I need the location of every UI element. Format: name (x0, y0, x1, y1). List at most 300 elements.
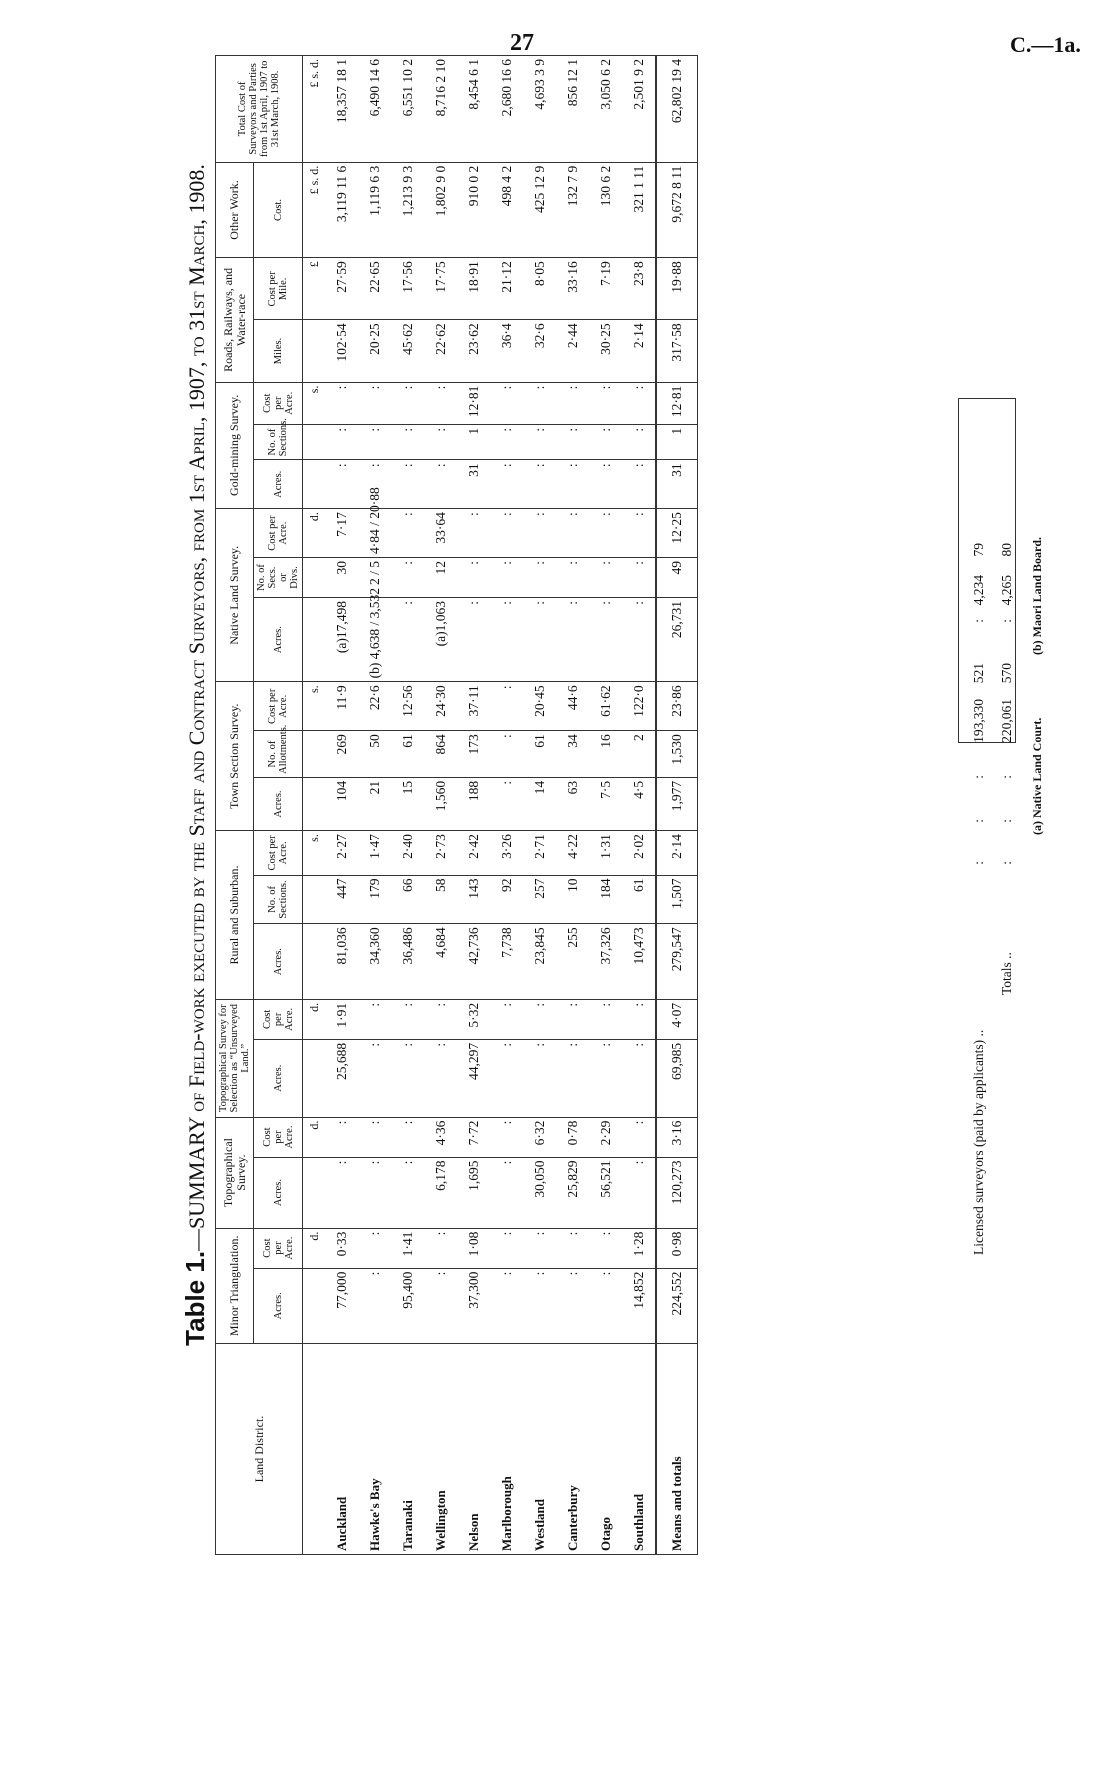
licensed-native-acres: 193,330 (971, 699, 986, 743)
cell-rural-secs: 1,507 (656, 875, 698, 924)
cell-topo-cost: 7·72 (457, 1117, 490, 1157)
cell-minor-acres: : (490, 1268, 523, 1343)
table-row (391, 56, 424, 1555)
table-row (523, 56, 556, 1555)
cell-other-cost: 1,213 9 3 (391, 162, 424, 257)
cell-rural-cost: 2·42 (457, 831, 490, 875)
cell-topo-acres: : (325, 1157, 358, 1228)
licensed-town-allot: : (971, 819, 986, 823)
grand-gold-acres: 4,265 (999, 575, 1014, 606)
cell-gold-cost: : (490, 382, 523, 424)
cell-roads-cost: 18·91 (457, 258, 490, 320)
cell-roads-cost: 23·8 (622, 258, 656, 320)
cell-other-cost: 498 4 2 (490, 162, 523, 257)
subheader-no-sections: No. of Sections. (254, 875, 303, 924)
cell-gold-cost: : (556, 382, 589, 424)
cell-native-cost: : (391, 509, 424, 558)
unit-native-cost: d. (303, 509, 326, 558)
subheader-no-sections: No. of Sections. (254, 424, 303, 460)
subheader-acres: Acres. (254, 1268, 303, 1343)
cell-total: 6,551 10 2 (391, 56, 424, 163)
subheader-acres: Acres. (254, 1039, 303, 1117)
cell-native-acres: (b) 4,638 / 3,532 (358, 598, 391, 682)
cell-topo-acres: 30,050 (523, 1157, 556, 1228)
cell-rural-cost: 2·73 (424, 831, 457, 875)
cell-rural-cost: 2·71 (523, 831, 556, 875)
header-district: Land District. (216, 1344, 303, 1555)
cell-roads-miles: 22·62 (424, 320, 457, 382)
grand-native-acres: 220,061 (999, 699, 1014, 743)
cell-rural-secs: 447 (325, 875, 358, 924)
header-minor: Minor Triangulation. (216, 1228, 254, 1343)
cell-sel-cost: : (358, 999, 391, 1039)
unit-other-cost: £ s. d. (303, 162, 326, 257)
cell-roads-miles: 36·4 (490, 320, 523, 382)
table-row (556, 56, 589, 1555)
subheader-no-allotments: No. of Allotments. (254, 731, 303, 778)
cell-town-allot: 16 (589, 731, 622, 778)
cell-other-cost: 321 1 11 (622, 162, 656, 257)
cell-total: 2,501 9 2 (622, 56, 656, 163)
cell-town-allot: : (490, 731, 523, 778)
cell-minor-cost: : (358, 1228, 391, 1268)
cell-district: Auckland (325, 1344, 358, 1555)
cell-total: 18,357 18 1 (325, 56, 358, 163)
cell-rural-acres: 255 (556, 924, 589, 999)
cell-native-cost: : (556, 509, 589, 558)
cell-rural-cost: 2·40 (391, 831, 424, 875)
cell-town-acres: : (490, 777, 523, 830)
cell-roads-cost: 17·75 (424, 258, 457, 320)
cell-rural-secs: 61 (622, 875, 656, 924)
cell-town-acres: 63 (556, 777, 589, 830)
totals-row (656, 56, 698, 1555)
cell-rural-acres: 23,845 (523, 924, 556, 999)
cell-sel-acres: 69,985 (656, 1039, 698, 1117)
licensed-gold-secs: 79 (971, 543, 986, 557)
cell-native-acres: : (490, 598, 523, 682)
cell-native-secs: : (391, 558, 424, 598)
footnote-a: (a) Native Land Court. (1030, 717, 1044, 835)
cell-rural-secs: 143 (457, 875, 490, 924)
subheader-cost-per-mile: Cost per Mile. (254, 258, 303, 320)
cell-town-acres: 1,560 (424, 777, 457, 830)
summary-table (215, 55, 698, 1555)
cell-town-allot: 1,530 (656, 731, 698, 778)
cell-rural-cost: 2·02 (622, 831, 656, 875)
cell-roads-cost: 33·16 (556, 258, 589, 320)
cell-sel-cost: : (424, 999, 457, 1039)
cell-minor-acres: 224,552 (656, 1268, 698, 1343)
header-gold: Gold-mining Survey. (216, 382, 254, 509)
cell-roads-miles: 45·62 (391, 320, 424, 382)
cell-rural-acres: 42,736 (457, 924, 490, 999)
cell-total: 4,693 3 9 (523, 56, 556, 163)
cell-roads-cost: 22·65 (358, 258, 391, 320)
header-other: Other Work. (216, 162, 254, 257)
cell-native-acres: 26,731 (656, 598, 698, 682)
cell-town-allot: 173 (457, 731, 490, 778)
cell-native-acres: : (589, 598, 622, 682)
cell-sel-acres: : (622, 1039, 656, 1117)
cell-gold-secs: : (325, 424, 358, 460)
cell-district: Marlborough (490, 1344, 523, 1555)
cell-town-cost: 61·62 (589, 682, 622, 731)
cell-roads-cost: 19·88 (656, 258, 698, 320)
cell-topo-cost: : (391, 1117, 424, 1157)
cell-minor-acres: 77,000 (325, 1268, 358, 1343)
cell-native-acres: : (457, 598, 490, 682)
cell-rural-cost: 1·47 (358, 831, 391, 875)
cell-native-secs: 2 / 5 (358, 558, 391, 598)
header-native: Native Land Survey. (216, 509, 254, 682)
cell-rural-secs: 184 (589, 875, 622, 924)
cell-town-acres: 104 (325, 777, 358, 830)
cell-native-cost: : (523, 509, 556, 558)
unit-topo-cost: d. (303, 1117, 326, 1157)
cell-rural-acres: 10,473 (622, 924, 656, 999)
cell-minor-acres: : (358, 1268, 391, 1343)
cell-district: Hawke's Bay (358, 1344, 391, 1555)
table-row (589, 56, 622, 1555)
cell-native-secs: 12 (424, 558, 457, 598)
cell-rural-cost: 2·27 (325, 831, 358, 875)
cell-gold-secs: : (358, 424, 391, 460)
cell-rural-acres: 4,684 (424, 924, 457, 999)
cell-topo-acres: 56,521 (589, 1157, 622, 1228)
cell-gold-acres: : (490, 460, 523, 509)
cell-district: Wellington (424, 1344, 457, 1555)
cell-rural-acres: 36,486 (391, 924, 424, 999)
cell-town-cost: 22·6 (358, 682, 391, 731)
cell-gold-cost: : (391, 382, 424, 424)
cell-town-cost: 23·86 (656, 682, 698, 731)
cell-other-cost: 1,119 6 3 (358, 162, 391, 257)
cell-rural-acres: 34,360 (358, 924, 391, 999)
grand-town-cost: : (999, 775, 1014, 779)
cell-gold-acres: : (424, 460, 457, 509)
cell-roads-miles: 2·14 (622, 320, 656, 382)
cell-minor-cost: : (556, 1228, 589, 1268)
cell-town-allot: 61 (523, 731, 556, 778)
cell-rural-secs: 179 (358, 875, 391, 924)
cell-minor-acres: 95,400 (391, 1268, 424, 1343)
cell-topo-acres: : (622, 1157, 656, 1228)
cell-town-allot: 50 (358, 731, 391, 778)
cell-sel-cost: : (490, 999, 523, 1039)
cell-gold-secs: : (391, 424, 424, 460)
header-topo: Topographical Survey. (216, 1117, 254, 1228)
subheader-cost: Cost. (254, 162, 303, 257)
cell-rural-cost: 3·26 (490, 831, 523, 875)
cell-roads-miles: 20·25 (358, 320, 391, 382)
grand-gold-secs: 80 (999, 543, 1014, 557)
subheader-cost-per-allotment: Cost per Acre. (254, 682, 303, 731)
subheader-acres: Acres. (254, 924, 303, 999)
cell-rural-secs: 10 (556, 875, 589, 924)
cell-sel-acres: : (556, 1039, 589, 1117)
cell-gold-acres: : (391, 460, 424, 509)
cell-sel-cost: : (523, 999, 556, 1039)
subheader-miles: Miles. (254, 320, 303, 382)
cell-rural-cost: 2·14 (656, 831, 698, 875)
cell-minor-cost: 1·41 (391, 1228, 424, 1268)
cell-town-allot: 34 (556, 731, 589, 778)
cell-town-cost: 24·30 (424, 682, 457, 731)
cell-roads-miles: 317·58 (656, 320, 698, 382)
cell-town-cost: 122·0 (622, 682, 656, 731)
cell-minor-cost: : (490, 1228, 523, 1268)
subheader-cost-per-acre: Cost per Acre. (254, 1228, 303, 1268)
cell-topo-cost: : (490, 1117, 523, 1157)
cell-minor-cost: 0·33 (325, 1228, 358, 1268)
cell-minor-acres: : (556, 1268, 589, 1343)
footnote-b: (b) Maori Land Board. (1030, 536, 1044, 655)
cell-town-acres: 188 (457, 777, 490, 830)
cell-rural-cost: 4·22 (556, 831, 589, 875)
cell-town-acres: 4·5 (622, 777, 656, 830)
cell-native-secs: : (622, 558, 656, 598)
cell-native-secs: : (523, 558, 556, 598)
cell-town-allot: 864 (424, 731, 457, 778)
cell-gold-cost: : (589, 382, 622, 424)
cell-total: 8,716 2 10 (424, 56, 457, 163)
cell-roads-cost: 27·59 (325, 258, 358, 320)
licensed-label: Licensed surveyors (paid by applicants) .. (971, 1029, 986, 1255)
cell-topo-cost: 2·29 (589, 1117, 622, 1157)
cell-other-cost: 132 7 9 (556, 162, 589, 257)
cell-native-acres: : (622, 598, 656, 682)
cell-rural-secs: 257 (523, 875, 556, 924)
cell-town-acres: 15 (391, 777, 424, 830)
cell-roads-cost: 21·12 (490, 258, 523, 320)
header-town: Town Section Survey. (216, 682, 254, 831)
cell-native-secs: : (490, 558, 523, 598)
grand-town-acres: : (999, 861, 1014, 865)
cell-minor-cost: : (523, 1228, 556, 1268)
cell-minor-cost: 1·08 (457, 1228, 490, 1268)
cell-sel-acres: : (424, 1039, 457, 1117)
cell-sel-cost: : (391, 999, 424, 1039)
cell-total: 6,490 14 6 (358, 56, 391, 163)
cell-native-cost: : (457, 509, 490, 558)
cell-native-acres: : (523, 598, 556, 682)
cell-native-secs: : (457, 558, 490, 598)
cell-total: 3,050 6 2 (589, 56, 622, 163)
cell-rural-secs: 66 (391, 875, 424, 924)
subheader-cost-per-acre: Cost per Acre. (254, 999, 303, 1039)
cell-town-acres: 7·5 (589, 777, 622, 830)
cell-minor-cost: : (589, 1228, 622, 1268)
cell-gold-cost: : (358, 382, 391, 424)
cell-sel-acres: 44,297 (457, 1039, 490, 1117)
cell-topo-acres: : (490, 1157, 523, 1228)
cell-minor-cost: 1·28 (622, 1228, 656, 1268)
cell-district: Canterbury (556, 1344, 589, 1555)
table-caption: —SUMMARY of Field-work executed by the Staff and Contract Surveyors, from 1st April, 1907, to 31st March, 1908. (184, 164, 209, 1251)
cell-native-cost: : (622, 509, 656, 558)
cell-native-secs: : (556, 558, 589, 598)
subheader-cost-per-acre: Cost per Acre. (254, 1117, 303, 1157)
cell-gold-acres: : (589, 460, 622, 509)
cell-topo-acres: 120,273 (656, 1157, 698, 1228)
cell-other-cost: 9,672 8 11 (656, 162, 698, 257)
header-rural: Rural and Suburban. (216, 831, 254, 1000)
cell-sel-acres: : (589, 1039, 622, 1117)
unit-total: £ s. d. (303, 56, 326, 163)
cell-town-acres: 1,977 (656, 777, 698, 830)
licensed-gold-acres: 4,234 (971, 575, 986, 606)
cell-native-cost: 12·25 (656, 509, 698, 558)
cell-rural-acres: 279,547 (656, 924, 698, 999)
cell-sel-acres: 25,688 (325, 1039, 358, 1117)
cell-gold-acres: : (325, 460, 358, 509)
cell-native-secs: : (589, 558, 622, 598)
cell-gold-secs: : (424, 424, 457, 460)
cell-native-acres: : (556, 598, 589, 682)
unit-town-cost: s. (303, 682, 326, 731)
table-label: Table 1. (180, 1250, 210, 1346)
cell-topo-cost: 6·32 (523, 1117, 556, 1157)
cell-town-cost: 37·11 (457, 682, 490, 731)
cell-district: Means and totals (656, 1344, 698, 1555)
cell-minor-cost: 0·98 (656, 1228, 698, 1268)
cell-sel-acres: : (358, 1039, 391, 1117)
cell-rural-acres: 81,036 (325, 924, 358, 999)
cell-total: 8,454 6 1 (457, 56, 490, 163)
cell-gold-cost: 12·81 (656, 382, 698, 424)
cell-roads-miles: 23·62 (457, 320, 490, 382)
cell-sel-acres: : (391, 1039, 424, 1117)
cell-native-secs: 49 (656, 558, 698, 598)
cell-other-cost: 3,119 11 6 (325, 162, 358, 257)
grand-label: Totals .. (999, 952, 1014, 995)
cell-native-acres: (a)17,498 (325, 598, 358, 682)
cell-district: Taranaki (391, 1344, 424, 1555)
cell-rural-acres: 7,738 (490, 924, 523, 999)
table-row (457, 56, 490, 1555)
table-title (180, 0, 211, 1555)
cell-topo-cost: : (622, 1117, 656, 1157)
cell-native-acres: : (391, 598, 424, 682)
table-row (358, 56, 391, 1555)
subheader-acres: Acres. (254, 598, 303, 682)
cell-topo-acres: 1,695 (457, 1157, 490, 1228)
cell-town-cost: 44·6 (556, 682, 589, 731)
unit-roads-cost: £ (303, 258, 326, 320)
table-row (325, 56, 358, 1555)
licensed-town-acres: : (971, 861, 986, 865)
cell-town-allot: 2 (622, 731, 656, 778)
cell-gold-cost: : (325, 382, 358, 424)
cell-roads-miles: 102·54 (325, 320, 358, 382)
cell-topo-cost: 0·78 (556, 1117, 589, 1157)
cell-minor-acres: 37,300 (457, 1268, 490, 1343)
grand-town-allot: : (999, 819, 1014, 823)
cell-gold-secs: : (556, 424, 589, 460)
cell-gold-secs: : (523, 424, 556, 460)
cell-roads-miles: 30·25 (589, 320, 622, 382)
cell-native-secs: 30 (325, 558, 358, 598)
cell-town-allot: 269 (325, 731, 358, 778)
cell-total: 2,680 16 6 (490, 56, 523, 163)
cell-gold-secs: : (589, 424, 622, 460)
cell-gold-acres: : (523, 460, 556, 509)
cell-topo-cost: : (325, 1117, 358, 1157)
cell-total: 856 12 1 (556, 56, 589, 163)
cell-other-cost: 1,802 9 0 (424, 162, 457, 257)
cell-town-acres: 21 (358, 777, 391, 830)
cell-total: 62,802 19 4 (656, 56, 698, 163)
cell-minor-acres: : (424, 1268, 457, 1343)
cell-rural-secs: 92 (490, 875, 523, 924)
cell-sel-acres: : (490, 1039, 523, 1117)
cell-native-cost: 4·84 / 20·88 (358, 509, 391, 558)
grand-native-cost: : (999, 619, 1014, 623)
cell-topo-acres: 25,829 (556, 1157, 589, 1228)
cell-native-cost: : (589, 509, 622, 558)
header-roads: Roads, Railways, and Water-race (216, 258, 254, 382)
cell-rural-cost: 1·31 (589, 831, 622, 875)
table-row (424, 56, 457, 1555)
unit-topo-sel-cost: d. (303, 999, 326, 1039)
grand-native-secs: 570 (999, 663, 1014, 684)
cell-gold-acres: : (622, 460, 656, 509)
subheader-acres: Acres. (254, 1157, 303, 1228)
page-number: 27 (510, 30, 534, 56)
cell-sel-acres: : (523, 1039, 556, 1117)
cell-minor-acres: : (589, 1268, 622, 1343)
cell-district: Nelson (457, 1344, 490, 1555)
cell-town-cost: 12·56 (391, 682, 424, 731)
cell-district: Otago (589, 1344, 622, 1555)
cell-town-allot: 61 (391, 731, 424, 778)
cell-roads-cost: 17·56 (391, 258, 424, 320)
cell-sel-cost: 4·07 (656, 999, 698, 1039)
cell-roads-miles: 32·6 (523, 320, 556, 382)
cell-minor-cost: : (424, 1228, 457, 1268)
cell-sel-cost: : (622, 999, 656, 1039)
grand-row (993, 355, 1021, 1555)
table-row (622, 56, 656, 1555)
cell-roads-cost: 7·19 (589, 258, 622, 320)
cell-rural-acres: 37,326 (589, 924, 622, 999)
cell-town-cost: 20·45 (523, 682, 556, 731)
cell-topo-cost: 4·36 (424, 1117, 457, 1157)
subheader-cost-per-acre: Cost per Acre. (254, 509, 303, 558)
subheader-cost-per-acre: Cost per Acre. (254, 382, 303, 424)
table-row (490, 56, 523, 1555)
cell-gold-cost: : (523, 382, 556, 424)
cell-gold-secs: 1 (457, 424, 490, 460)
cell-gold-acres: 31 (656, 460, 698, 509)
cell-topo-cost: 3·16 (656, 1117, 698, 1157)
cell-gold-acres: : (556, 460, 589, 509)
licensed-native-secs: 521 (971, 663, 986, 684)
header-total: Total Cost of Surveyors and Parties from 1st April, 1907 to 31st March, 1908. (216, 56, 303, 163)
cell-district: Southland (622, 1344, 656, 1555)
header-topo-selection: Topographical Survey for Selection as “Unsurveyed Land.” (216, 999, 254, 1117)
cell-gold-cost: 12·81 (457, 382, 490, 424)
cell-gold-secs: : (490, 424, 523, 460)
cell-gold-secs: : (622, 424, 656, 460)
unit-gold-cost: s. (303, 382, 326, 424)
cell-town-acres: 14 (523, 777, 556, 830)
cell-native-acres: (a)1,063 (424, 598, 457, 682)
cell-district: Westland (523, 1344, 556, 1555)
cell-sel-cost: 5·32 (457, 999, 490, 1039)
page-reference: C.—1a. (1010, 32, 1081, 57)
